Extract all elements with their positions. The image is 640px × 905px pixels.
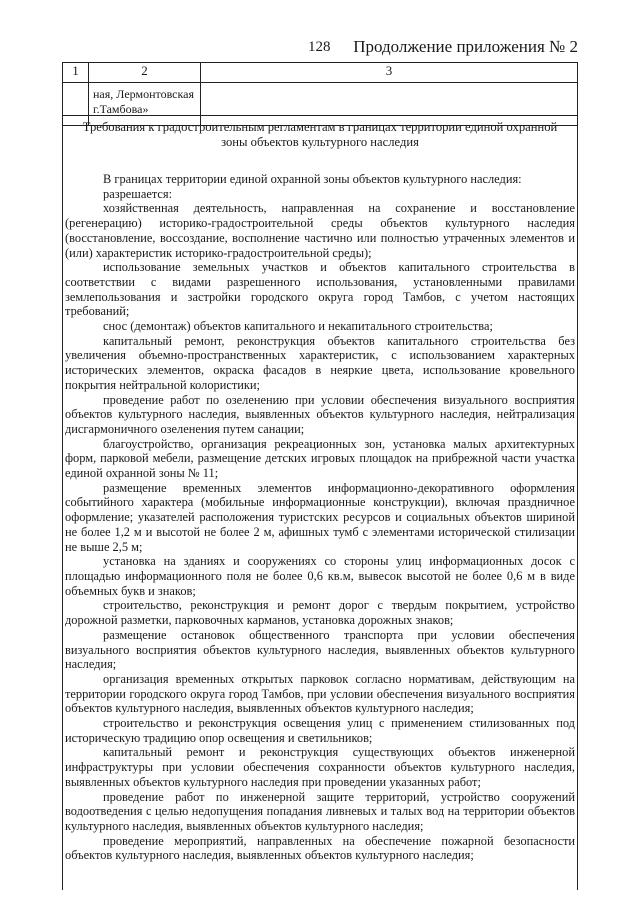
paragraph: проведение мероприятий, направленных на обеспечение пожарной безопасности объектов культурного наследия, выявленных объектов культурного наследия; <box>65 833 575 863</box>
column-header-3: 3 <box>201 63 578 83</box>
paragraph: организация временных открытых парковок согласно нормативам, действующим на территории городского округа город Тамбов, при условии обеспечения визуального восприятия объектов культурного наследия, выявленных объектов культурного наследия; <box>65 671 575 716</box>
paragraph: разрешается: <box>103 186 173 201</box>
paragraph: В границах территории единой охранной зоны объектов культурного наследия: <box>103 172 522 186</box>
page-header <box>0 39 640 61</box>
column-header-1: 1 <box>63 63 89 83</box>
paragraph: проведение работ по инженерной защите территорий, устройство сооружений водоотведения с целью недопущения попадания ливневых и талых вод на территории объектов культурного наследия, выявленных объектов культурного наследия; <box>65 789 575 833</box>
paragraph: снос (демонтаж) объектов капитального и некапитального строительства; <box>103 319 493 334</box>
table-cell-2-line-1: ная, Лермонтовская <box>93 87 194 101</box>
paragraph: проведение работ по озеленению при условии обеспечения визуального восприятия объектов культурного наследия, выявленных объектов культурного наследия, нейтрализация дисгармоничного озеленения путем санации; <box>65 392 575 436</box>
paragraph: использование земельных участков и объектов капитального строительства в соответствии с видами разрешенного использования, установленными правилами землепользования и застройки городского округа город Тамбов, с учетом настоящих требований; <box>65 260 575 319</box>
section-title: Требования к градостроительным регламентам в границах территории единой охранной зоны объектов культурного наследия <box>82 120 558 149</box>
appendix-title: Продолжение приложения № 2 <box>353 37 578 56</box>
column-header-2: 2 <box>89 63 201 83</box>
paragraph: размещение остановок общественного транспорта при условии обеспечения визуального восприятия объектов культурного наследия, выявленных объектов культурного наследия; <box>65 627 575 672</box>
table-cell-2-line-2: г.Тамбова» <box>93 102 149 116</box>
content-frame <box>62 115 578 890</box>
table-header-row <box>63 63 578 83</box>
paragraph: хозяйственная деятельность, направленная на сохранение и восстановление (регенерацию) историко-градостроительной среды объектов культурного наследия (восстановление, воссоздание, восполнение частично или полностью утраченных элементов и (или) характеристик историко-градостроительной среды); <box>65 201 575 260</box>
body-text <box>63 150 577 863</box>
paragraph: размещение временных элементов информационно-декоративного оформления событийного характера (мобильные информационные конструкции), включая праздничное оформление; указателей расположения туристских ресурсов и социальных объектов шириной не более 1,2 м и высотой не более 2 м, афишных тумб с элементами исторической стилизации не выше 2,5 м; <box>65 480 575 554</box>
page-number: 128 <box>308 39 331 55</box>
paragraph: капитальный ремонт и реконструкция существующих объектов инженерной инфраструктуры при условии обеспечения сохранности объектов культурного наследия, выявленных объектов культурного наследия при проведении указанных работ; <box>65 745 575 789</box>
paragraph: капитальный ремонт, реконструкция объектов капитального строительства без увеличения объемно-пространственных характеристик, с использованием характерных исторических элементов, окраска фасадов в неяркие цвета, использование кровельного покрытия нейтральной колористики; <box>65 333 575 392</box>
paragraph: установка на зданиях и сооружениях со стороны улиц информационных досок с площадью информационного поля не более 0,6 кв.м, вывесок высотой не более 0,6 м в виде объемных букв и знаков; <box>65 554 575 598</box>
paragraph: строительство и реконструкция освещения улиц с применением стилизованных под историческую традицию опор освещения и светильников; <box>65 716 575 745</box>
paragraph: строительство, реконструкция и ремонт дорог с твердым покрытием, устройство дорожной разметки, парковочных карманов, установка дорожных знаков; <box>65 598 575 628</box>
paragraph: благоустройство, организация рекреационных зон, установка малых архитектурных форм, парковой мебели, размещение детских игровых площадок на прибрежной части участка единой охранной зоны № 11; <box>65 436 575 481</box>
